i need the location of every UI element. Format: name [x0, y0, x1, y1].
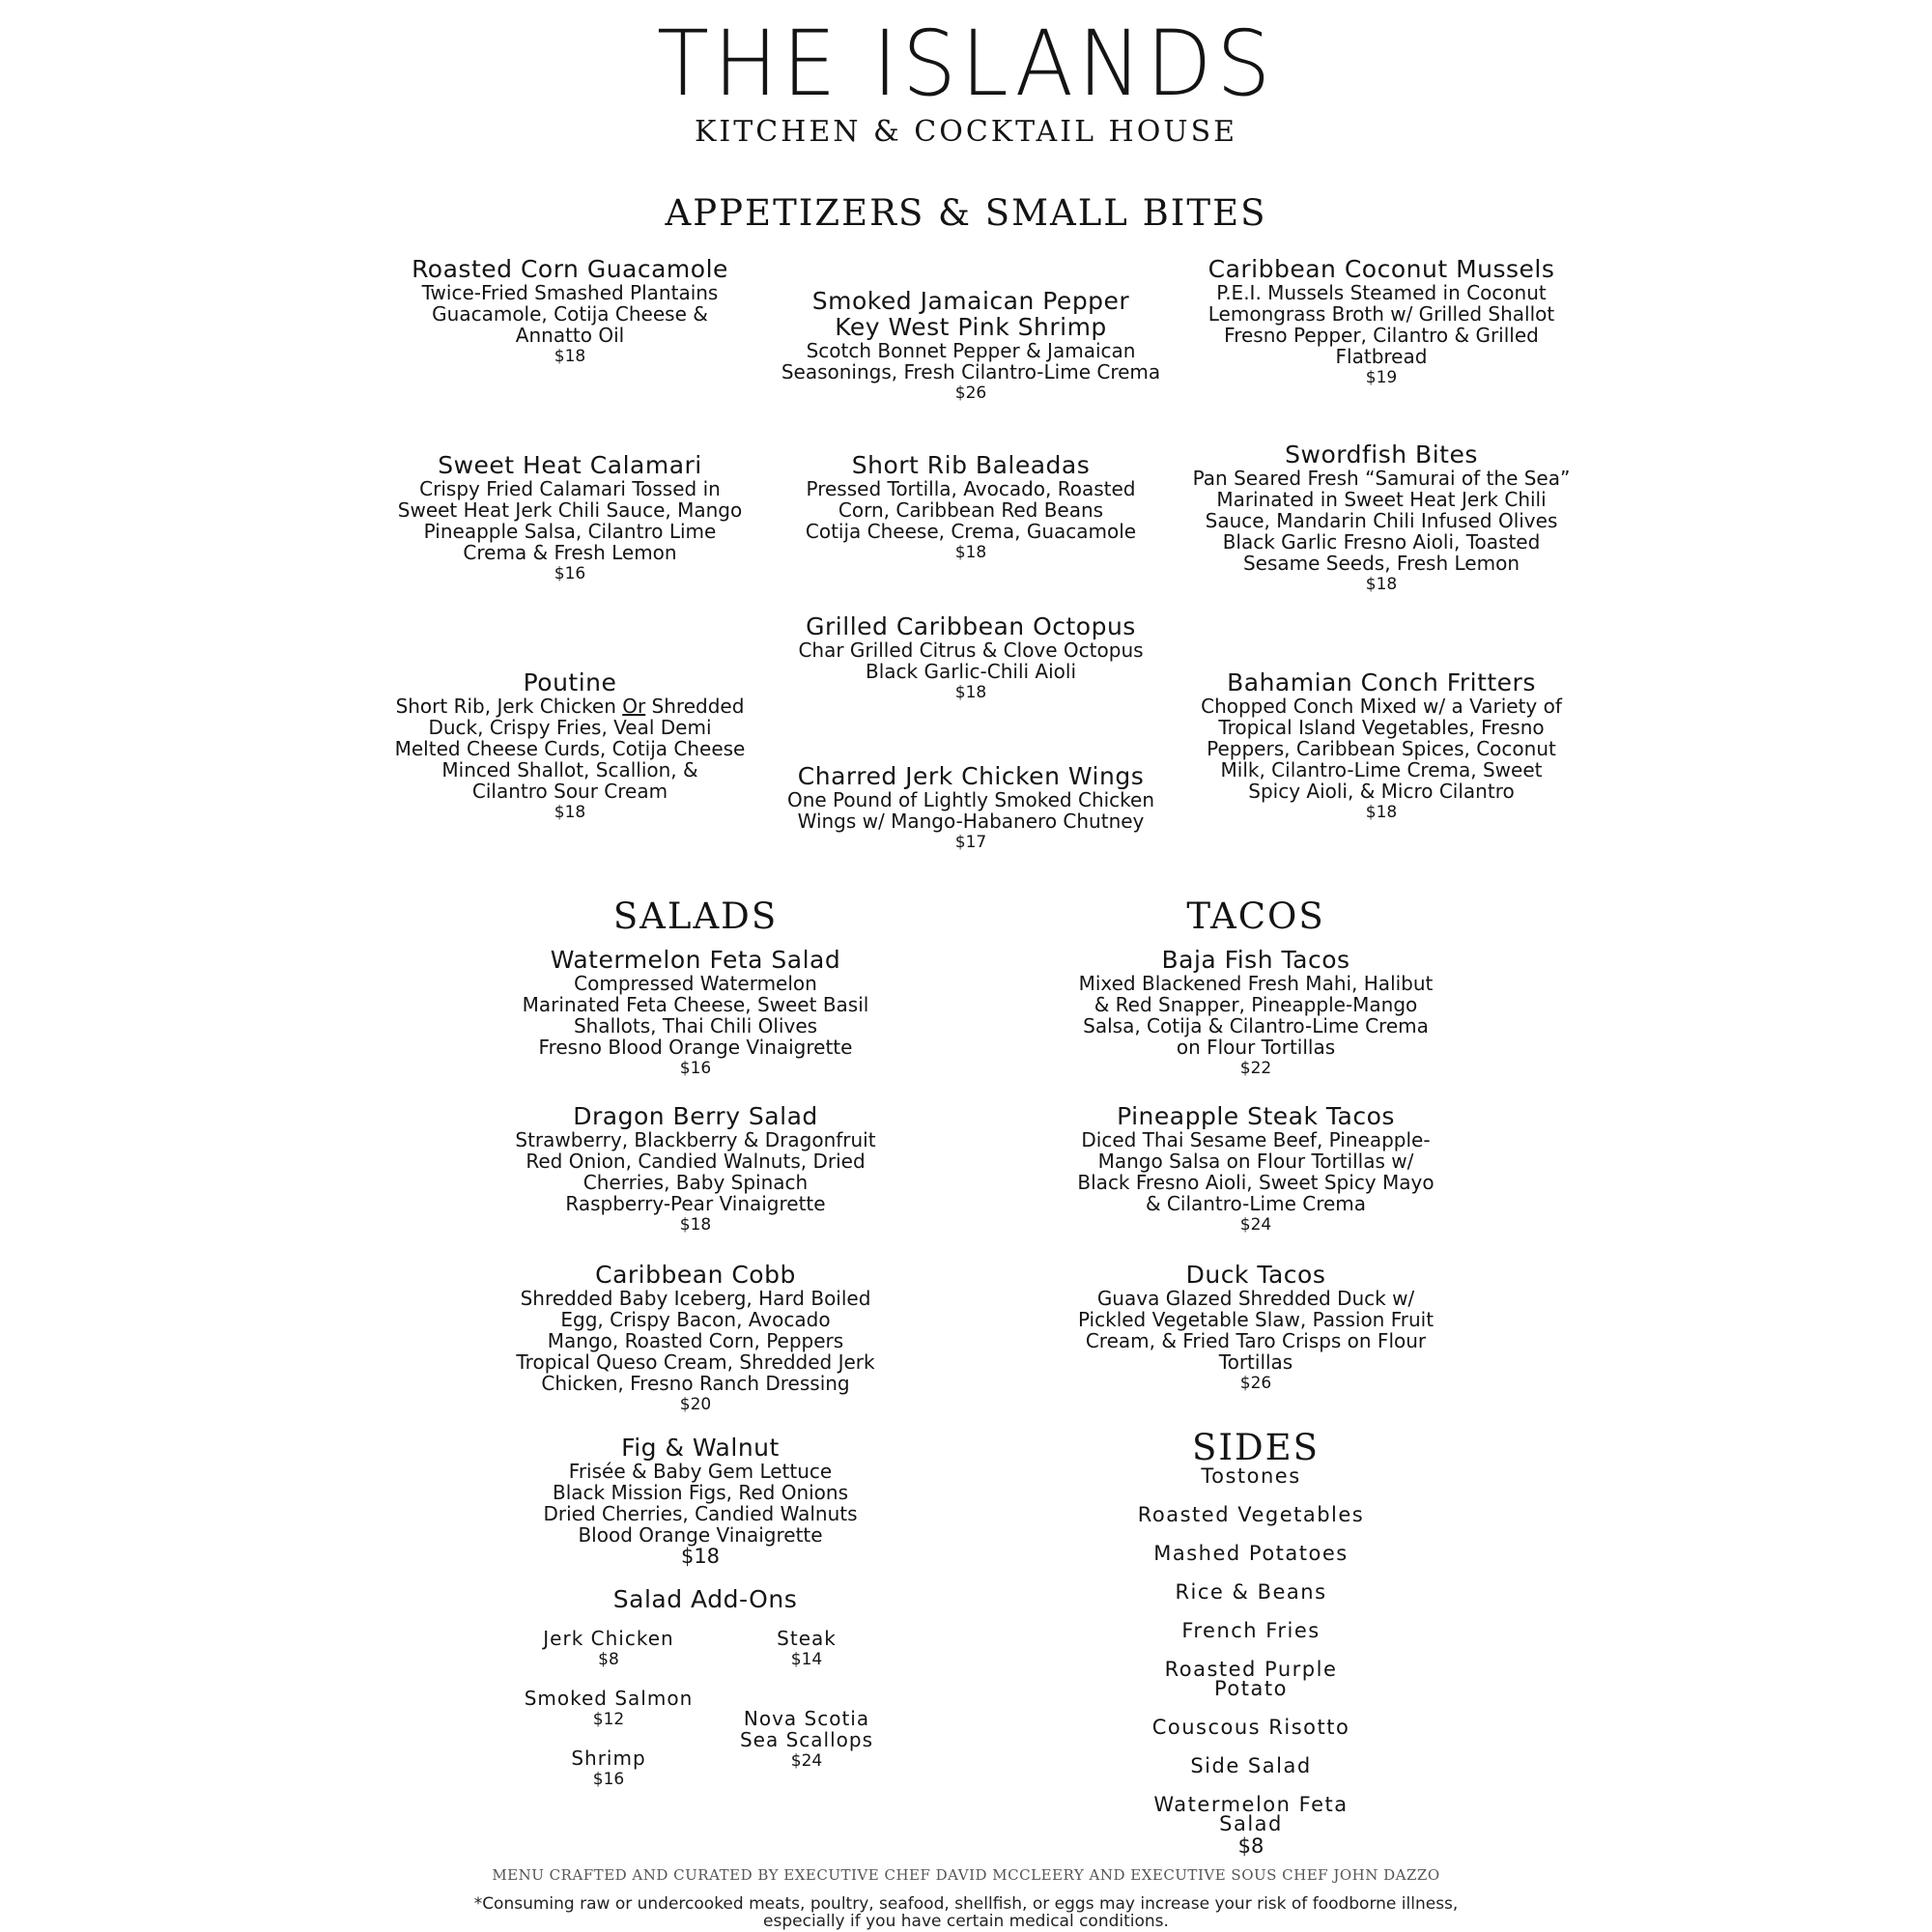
menu-item-fig-walnut	[502, 1435, 898, 1567]
consumer-advisory	[0, 1895, 1932, 1930]
item-desc: Chicken, Fresno Ranch Dressing	[541, 1372, 850, 1395]
item-desc: Mango, Roasted Corn, Peppers	[547, 1329, 844, 1352]
restaurant-logo-subtitle: KITCHEN & COCKTAIL HOUSE	[694, 115, 1238, 149]
addon-steak	[715, 1628, 898, 1670]
item-desc: on Flour Tortillas	[1176, 1036, 1336, 1059]
item-desc: Tortillas	[1218, 1350, 1293, 1374]
item-desc: Black Garlic Fresno Aioli, Toasted	[1222, 530, 1541, 554]
item-name-line2: Key West Pink Shrimp	[835, 313, 1107, 341]
item-price: $24	[1239, 1215, 1272, 1235]
addon-name: Steak	[777, 1627, 837, 1650]
item-desc: Wings w/ Mango-Habanero Chutney	[797, 810, 1145, 833]
item-price: $16	[679, 1059, 712, 1078]
menu-item-bahamian-conch-fritters	[1169, 669, 1594, 823]
sides-list	[1101, 1466, 1401, 1857]
side-item: Rice & Beans	[1175, 1580, 1327, 1604]
item-price: $19	[1365, 368, 1398, 387]
addon-price: $12	[592, 1710, 625, 1729]
addon-jerk-chicken	[502, 1628, 715, 1670]
item-desc-part: Shredded	[645, 695, 745, 718]
side-item: Tostones	[1201, 1464, 1301, 1488]
menu-item-poutine	[367, 669, 773, 823]
item-name: Caribbean Coconut Mussels	[1208, 255, 1555, 283]
item-desc: Shredded Baby Iceberg, Hard Boiled	[520, 1287, 871, 1310]
item-desc: Black Garlic-Chili Aioli	[865, 660, 1077, 683]
item-desc: Pineapple Salsa, Cilantro Lime	[423, 520, 717, 543]
section-title-salad-addons: Salad Add-Ons	[612, 1585, 798, 1613]
item-desc: Lemongrass Broth w/ Grilled Shallot	[1208, 302, 1555, 326]
section-title-appetizers: APPETIZERS & SMALL BITES	[665, 192, 1267, 234]
item-name: Charred Jerk Chicken Wings	[797, 762, 1145, 790]
addon-name: Jerk Chicken	[543, 1627, 674, 1650]
side-item: Couscous Risotto	[1151, 1716, 1350, 1739]
item-desc: Crema & Fresh Lemon	[463, 541, 677, 564]
restaurant-logo-title: THE ISLANDS	[656, 12, 1276, 117]
side-item: Side Salad	[1190, 1754, 1312, 1777]
addon-price: $24	[790, 1751, 823, 1771]
item-desc: Char Grilled Citrus & Clove Octopus	[798, 639, 1144, 662]
item-desc: Guacamole, Cotija Cheese &	[432, 302, 708, 326]
item-desc: Salsa, Cotija & Cilantro-Lime Crema	[1083, 1014, 1429, 1037]
menu-item-dragon-berry-salad	[493, 1103, 898, 1236]
item-desc: Sesame Seeds, Fresh Lemon	[1242, 552, 1520, 575]
item-desc: Pickled Vegetable Slaw, Passion Fruit	[1077, 1308, 1435, 1331]
item-desc: Seasonings, Fresh Cilantro-Lime Crema	[781, 360, 1161, 384]
item-price: $17	[954, 833, 987, 852]
item-desc: Chopped Conch Mixed w/ a Variety of	[1201, 695, 1562, 718]
item-name: Grilled Caribbean Octopus	[806, 612, 1136, 640]
item-name: Sweet Heat Calamari	[438, 451, 702, 479]
item-desc: Marinated in Sweet Heat Jerk Chili	[1216, 488, 1547, 511]
item-desc: Cherries, Baby Spinach	[582, 1171, 809, 1194]
item-name: Pineapple Steak Tacos	[1117, 1102, 1395, 1130]
item-price: $16	[554, 564, 586, 583]
item-name: Dragon Berry Salad	[573, 1102, 818, 1130]
item-price: $18	[680, 1545, 721, 1568]
item-desc: Duck, Crispy Fries, Veal Demi	[428, 716, 712, 739]
item-desc: Pressed Tortilla, Avocado, Roasted	[806, 477, 1136, 500]
item-name: Duck Tacos	[1185, 1261, 1326, 1289]
item-name: Bahamian Conch Fritters	[1227, 668, 1536, 696]
item-price: $18	[954, 683, 987, 702]
item-price: $18	[1365, 575, 1398, 594]
item-name: Fig & Walnut	[621, 1434, 780, 1462]
item-desc: Milk, Cilantro-Lime Crema, Sweet	[1220, 758, 1543, 781]
menu-item-duck-tacos	[1053, 1262, 1459, 1394]
menu-item-sweet-heat-calamari	[377, 452, 763, 584]
side-item: Roasted Vegetables	[1137, 1503, 1365, 1526]
item-price: $20	[679, 1395, 712, 1414]
side-item: Mashed Potatoes	[1153, 1542, 1349, 1565]
item-price: $26	[1239, 1374, 1272, 1393]
item-price: $18	[954, 543, 987, 562]
item-desc: Peppers, Caribbean Spices, Coconut	[1207, 737, 1556, 760]
item-price: $18	[554, 347, 586, 366]
side-item: Roasted Purple	[1164, 1658, 1338, 1681]
item-desc: Spicy Aioli, & Micro Cilantro	[1248, 780, 1515, 803]
item-desc: Egg, Crispy Bacon, Avocado	[560, 1308, 831, 1331]
item-desc: Mango Salsa on Flour Tortillas w/	[1097, 1150, 1414, 1173]
addon-nova-scotia-sea-scallops	[715, 1708, 898, 1772]
item-name: Poutine	[523, 668, 617, 696]
item-desc: Flatbread	[1335, 345, 1428, 368]
item-desc: Black Mission Figs, Red Onions	[552, 1481, 849, 1504]
item-desc: Tropical Island Vegetables, Fresno	[1218, 716, 1545, 739]
sides-price: $8	[1237, 1834, 1264, 1858]
item-desc: Annatto Oil	[515, 324, 625, 347]
addon-shrimp	[502, 1747, 715, 1790]
side-item-line2: Potato	[1214, 1677, 1288, 1700]
item-desc: Sauce, Mandarin Chili Infused Olives	[1205, 509, 1558, 532]
item-desc: P.E.I. Mussels Steamed in Coconut	[1216, 281, 1547, 304]
menu-item-baja-fish-tacos	[1053, 947, 1459, 1079]
item-desc: Black Fresno Aioli, Sweet Spicy Mayo	[1077, 1171, 1435, 1194]
item-price: $26	[954, 384, 987, 403]
addon-price: $14	[790, 1650, 823, 1669]
menu-item-swordfish-bites	[1169, 441, 1594, 595]
item-desc: Twice-Fried Smashed Plantains	[421, 281, 719, 304]
item-desc: Blood Orange Vinaigrette	[578, 1523, 823, 1547]
addon-price: $8	[598, 1650, 619, 1669]
addon-name-line2: Sea Scallops	[739, 1728, 874, 1751]
menu-item-charred-jerk-chicken-wings	[763, 763, 1179, 853]
menu-item-caribbean-cobb	[493, 1262, 898, 1415]
item-desc: & Cilantro-Lime Crema	[1145, 1192, 1367, 1215]
item-desc: Cream, & Fried Taro Crisps on Flour	[1085, 1329, 1427, 1352]
item-price: $18	[679, 1215, 712, 1235]
item-name: Watermelon Feta Salad	[550, 946, 841, 974]
item-desc: Red Onion, Candied Walnuts, Dried	[526, 1150, 866, 1173]
addon-smoked-salmon	[502, 1688, 715, 1730]
item-price: $18	[554, 803, 586, 822]
addon-name: Smoked Salmon	[524, 1687, 694, 1710]
item-name: Roasted Corn Guacamole	[412, 255, 728, 283]
addons-title-wrap	[512, 1586, 898, 1612]
advisory-line: especially if you have certain medical conditions.	[763, 1912, 1169, 1931]
side-item: Watermelon Feta	[1153, 1793, 1349, 1816]
side-item-line2: Salad	[1219, 1812, 1283, 1835]
item-price: $22	[1239, 1059, 1272, 1078]
item-desc: Raspberry-Pear Vinaigrette	[565, 1192, 826, 1215]
item-desc: Strawberry, Blackberry & Dragonfruit	[515, 1128, 876, 1151]
item-desc: Sweet Heat Jerk Chili Sauce, Mango	[397, 498, 743, 522]
item-name: Swordfish Bites	[1285, 440, 1478, 469]
item-desc: One Pound of Lightly Smoked Chicken	[786, 788, 1155, 811]
item-name: Baja Fish Tacos	[1161, 946, 1350, 974]
chef-credit: MENU CRAFTED AND CURATED BY EXECUTIVE CHEF DAVID MCCLEERY AND EXECUTIVE SOUS CHEF JOHN DAZZO	[492, 1866, 1440, 1884]
item-desc: Marinated Feta Cheese, Sweet Basil	[522, 993, 869, 1016]
menu-item-smoked-jamaican-pepper-shrimp	[763, 288, 1179, 404]
item-desc-part: Short Rib, Jerk Chicken	[395, 695, 623, 718]
item-desc: Mixed Blackened Fresh Mahi, Halibut	[1078, 972, 1434, 995]
menu-item-grilled-caribbean-octopus	[763, 613, 1179, 703]
item-desc: Shallots, Thai Chili Olives	[573, 1014, 818, 1037]
item-desc: & Red Snapper, Pineapple-Mango	[1094, 993, 1418, 1016]
item-desc: Cotija Cheese, Crema, Guacamole	[805, 520, 1137, 543]
section-title-salads: SALADS	[612, 895, 779, 937]
item-desc: Dried Cherries, Candied Walnuts	[543, 1502, 858, 1525]
addon-name: Shrimp	[571, 1747, 646, 1770]
item-desc: Tropical Queso Cream, Shredded Jerk	[516, 1350, 875, 1374]
advisory-line: *Consuming raw or undercooked meats, poultry, seafood, shellfish, or eggs may increase your risk of foodborne illness,	[473, 1894, 1459, 1914]
item-name: Smoked Jamaican Pepper	[811, 287, 1130, 315]
addon-price: $16	[592, 1770, 625, 1789]
menu-item-pineapple-steak-tacos	[1053, 1103, 1459, 1236]
item-desc: Compressed Watermelon	[574, 972, 817, 995]
menu-item-caribbean-coconut-mussels	[1179, 256, 1584, 388]
item-desc: Melted Cheese Curds, Cotija Cheese	[394, 737, 746, 760]
item-desc: Corn, Caribbean Red Beans	[838, 498, 1104, 522]
item-desc: Scotch Bonnet Pepper & Jamaican	[806, 339, 1136, 362]
addon-name: Nova Scotia	[743, 1707, 870, 1730]
menu-item-watermelon-feta-salad	[502, 947, 889, 1079]
item-desc: Crispy Fried Calamari Tossed in	[419, 477, 721, 500]
menu-item-short-rib-baleadas	[763, 452, 1179, 563]
item-desc: Frisée & Baby Gem Lettuce	[568, 1460, 833, 1483]
item-desc: Guava Glazed Shredded Duck w/	[1096, 1287, 1415, 1310]
item-desc: Minced Shallot, Scallion, &	[441, 758, 698, 781]
section-title-sides: SIDES	[1192, 1427, 1320, 1468]
item-desc: Pan Seared Fresh “Samurai of the Sea”	[1192, 467, 1571, 490]
item-desc: Diced Thai Sesame Beef, Pineapple-	[1081, 1128, 1431, 1151]
item-name: Short Rib Baleadas	[851, 451, 1091, 479]
item-name: Caribbean Cobb	[595, 1261, 796, 1289]
item-desc: Cilantro Sour Cream	[471, 780, 668, 803]
item-price: $18	[1365, 803, 1398, 822]
menu-item-roasted-corn-guacamole	[377, 256, 763, 367]
item-desc: Fresno Blood Orange Vinaigrette	[538, 1036, 853, 1059]
side-item: French Fries	[1181, 1619, 1321, 1642]
section-title-tacos: TACOS	[1186, 895, 1325, 937]
item-desc	[367, 696, 773, 717]
item-desc: Fresno Pepper, Cilantro & Grilled	[1224, 324, 1539, 347]
item-desc-underlined: Or	[622, 695, 646, 718]
